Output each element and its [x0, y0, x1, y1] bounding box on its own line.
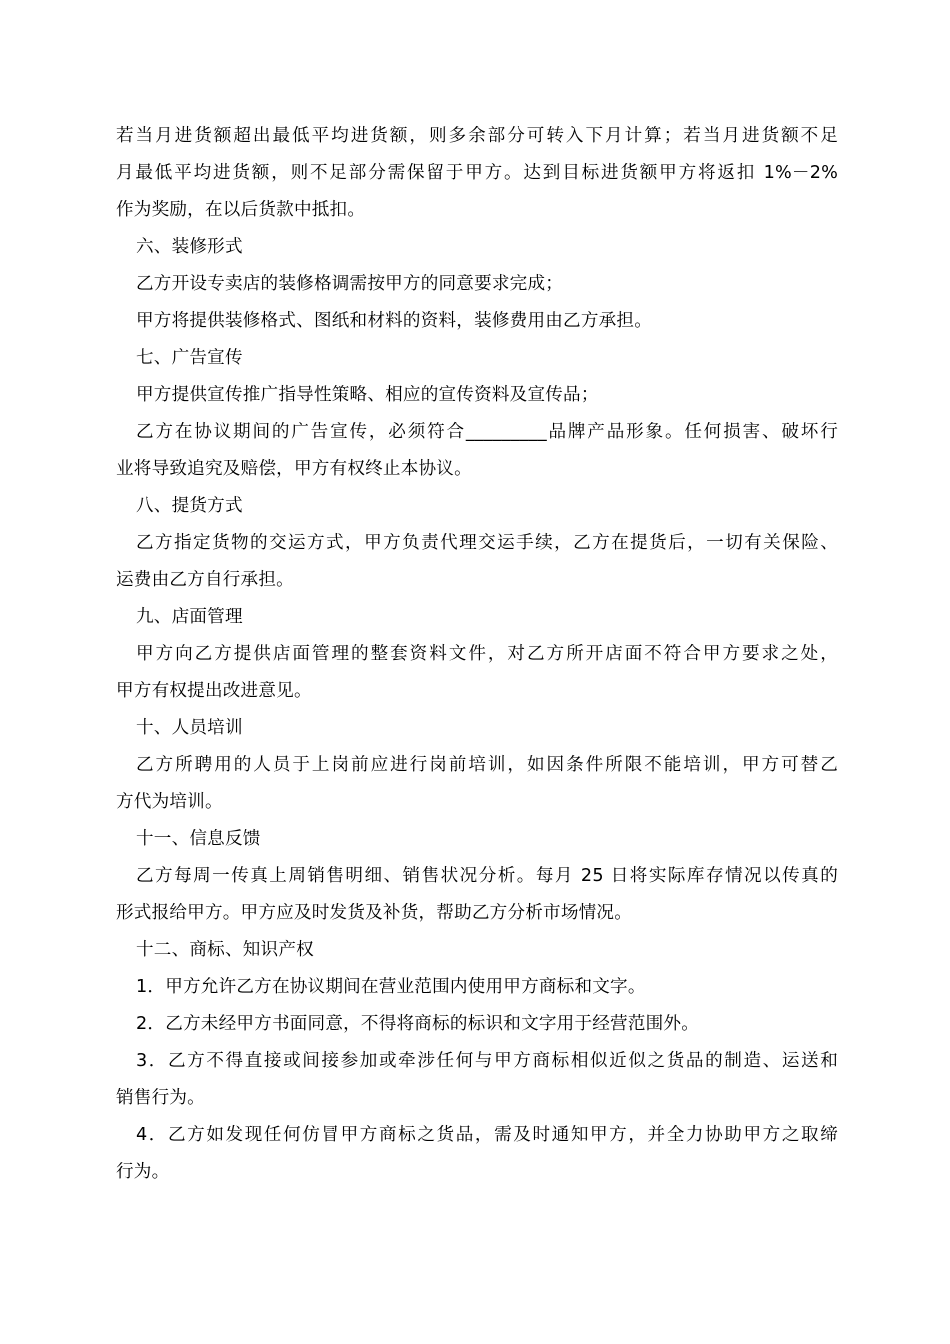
paragraph-line: 运费由乙方自行承担。	[116, 570, 294, 590]
paragraph-line: 作为奖励，在以后货款中抵扣。	[116, 200, 366, 220]
section-heading-feedback: 十一、信息反馈	[136, 829, 261, 849]
paragraph-line: 乙方所聘用的人员于上岗前应进行岗前培训，如因条件所限不能培训，甲方可替乙	[136, 755, 838, 775]
paragraph-line: 形式报给甲方。甲方应及时发货及补货，帮助乙方分析市场情况。	[116, 903, 633, 923]
paragraph-line: 乙方指定货物的交运方式，甲方负责代理交运手续，乙方在提货后，一切有关保险、	[136, 533, 838, 553]
section-heading-training: 十、人员培训	[136, 718, 243, 738]
paragraph-line: 乙方每周一传真上周销售明细、销售状况分析。每月 25 日将实际库存情况以传真的	[136, 866, 838, 886]
paragraph-line: 月最低平均进货额，则不足部分需保留于甲方。达到目标进货额甲方将返扣 1%－2%	[116, 163, 838, 183]
list-item: 1．甲方允许乙方在协议期间在营业范围内使用甲方商标和文字。	[136, 977, 646, 997]
section-heading-store-management: 九、店面管理	[136, 607, 243, 627]
document-body	[116, 118, 838, 1191]
paragraph-line: 乙方开设专卖店的装修格调需按甲方的同意要求完成；	[136, 274, 564, 294]
list-item: 4．乙方如发现任何仿冒甲方商标之货品，需及时通知甲方，并全力协助甲方之取缔	[136, 1125, 838, 1145]
paragraph-line: 甲方将提供装修格式、图纸和材料的资料，装修费用由乙方承担。	[136, 311, 653, 331]
section-heading-pickup: 八、提货方式	[136, 496, 243, 516]
section-heading-decoration: 六、装修形式	[136, 237, 243, 257]
list-item: 3．乙方不得直接或间接参加或牵涉任何与甲方商标相似近似之货品的制造、运送和	[136, 1051, 838, 1071]
paragraph-line: 乙方在协议期间的广告宣传，必须符合_________品牌产品形象。任何损害、破坏行	[136, 422, 838, 442]
paragraph-line: 方代为培训。	[116, 792, 223, 812]
section-heading-advertising: 七、广告宣传	[136, 348, 243, 368]
paragraph-line: 甲方向乙方提供店面管理的整套资料文件，对乙方所开店面不符合甲方要求之处，	[136, 644, 838, 664]
paragraph-line: 若当月进货额超出最低平均进货额，则多余部分可转入下月计算；若当月进货额不足	[116, 126, 838, 146]
paragraph-line: 业将导致追究及赔偿，甲方有权终止本协议。	[116, 459, 472, 479]
list-item: 2．乙方未经甲方书面同意，不得将商标的标识和文字用于经营范围外。	[136, 1014, 700, 1034]
paragraph-line: 甲方有权提出改进意见。	[116, 681, 312, 701]
list-item-continuation: 行为。	[116, 1162, 170, 1182]
list-item-continuation: 销售行为。	[116, 1088, 205, 1108]
section-heading-trademark: 十二、商标、知识产权	[136, 940, 314, 960]
paragraph-line: 甲方提供宣传推广指导性策略、相应的宣传资料及宣传品；	[136, 385, 599, 405]
